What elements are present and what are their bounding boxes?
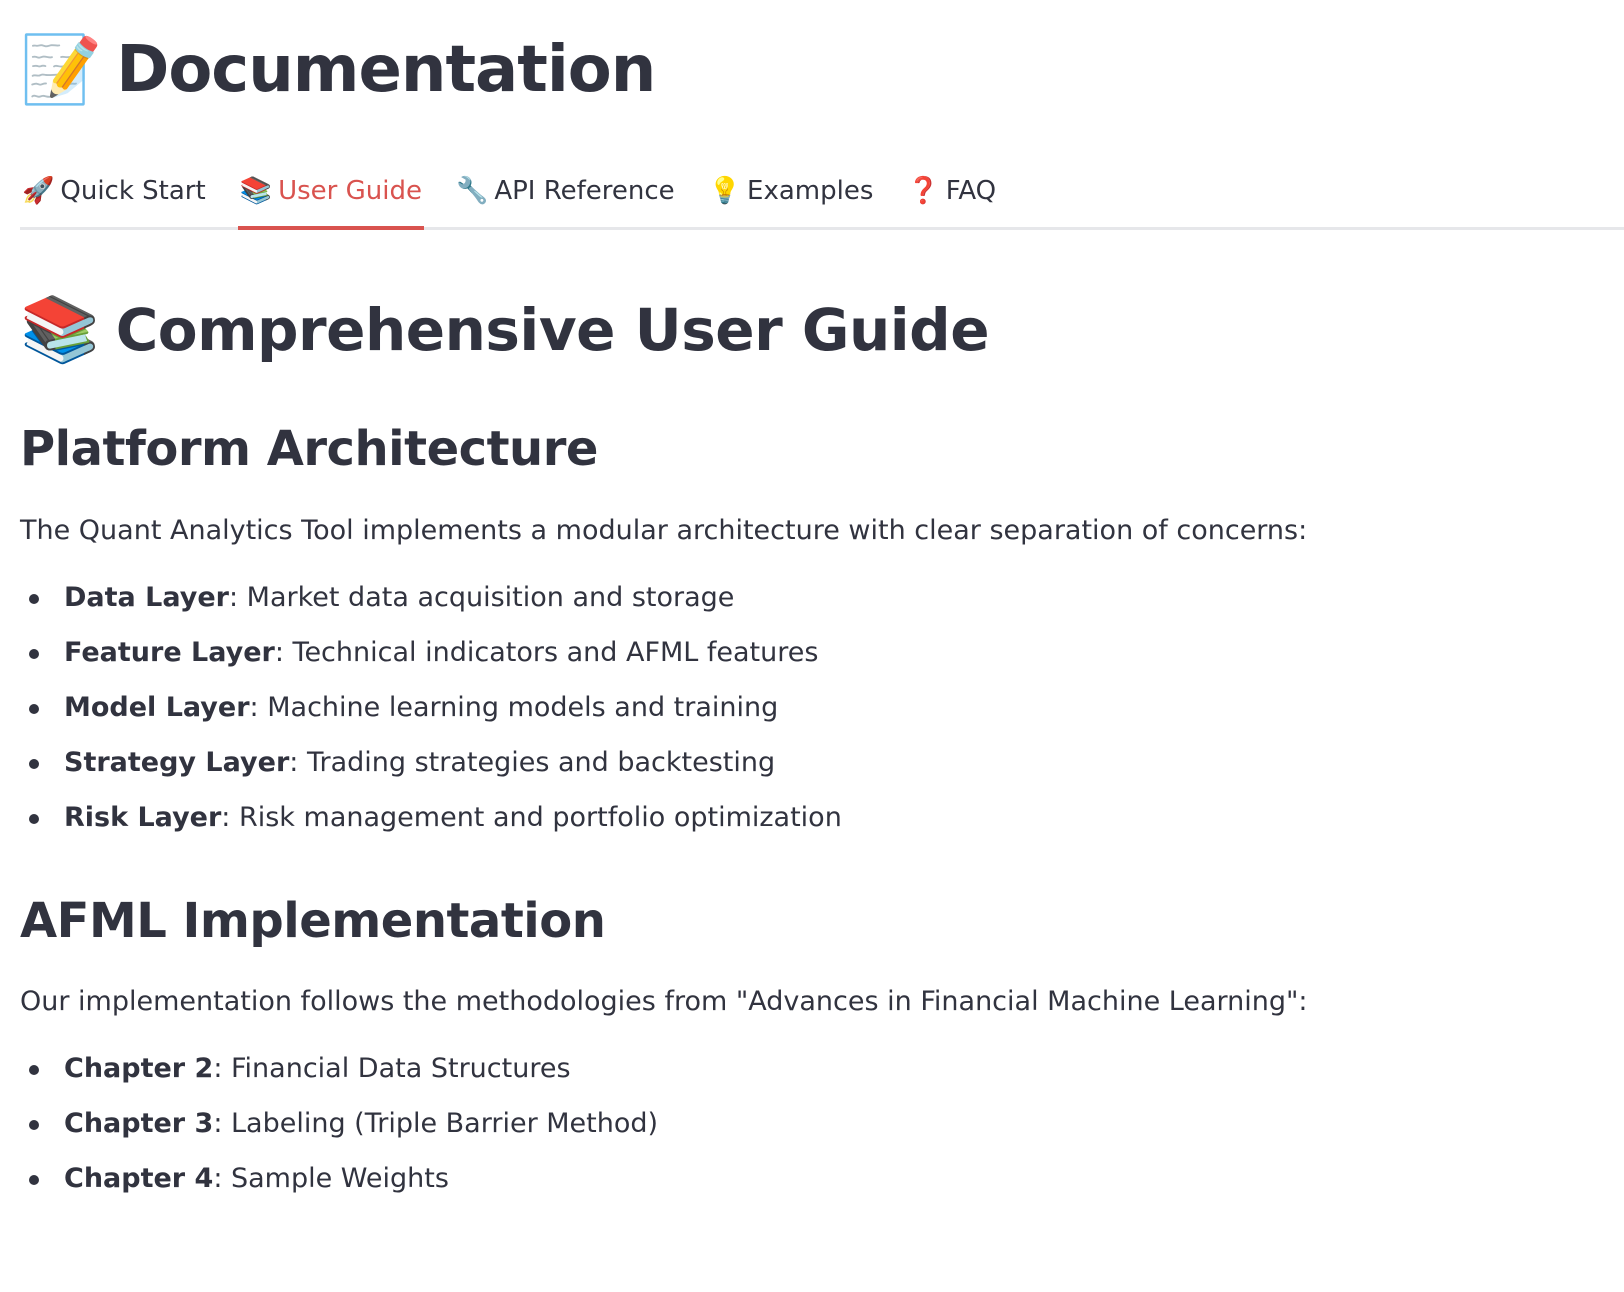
- list-item-term: Feature Layer: [64, 636, 275, 668]
- tab-faq[interactable]: [905, 155, 998, 227]
- list-item: [64, 1096, 1600, 1151]
- list-item: [64, 625, 1600, 680]
- memo-icon: 📝: [20, 31, 103, 108]
- list-item: [64, 790, 1600, 845]
- section-intro: Our implementation follows the methodologies from "Advances in Financial Machine Learning":: [20, 986, 1308, 1018]
- tab-label: Quick Start: [60, 176, 206, 206]
- page-title-row: [20, 20, 655, 120]
- list-item-desc: : Machine learning models and training: [249, 691, 779, 723]
- list-item: [64, 735, 1600, 790]
- list-item: [64, 1041, 1600, 1096]
- list-item-term: Strategy Layer: [64, 746, 290, 778]
- list-item-term: Chapter 3: [64, 1108, 214, 1140]
- list-item: [64, 680, 1600, 735]
- list-item-term: Risk Layer: [64, 801, 222, 833]
- tab-panel-user-guide: [20, 275, 1600, 1206]
- guide-heading-row: [20, 275, 1600, 385]
- tab-label: FAQ: [945, 176, 997, 206]
- tab-bar: [20, 155, 1624, 230]
- tab-quick-start[interactable]: [20, 155, 208, 227]
- list-item-desc: : Market data acquisition and storage: [228, 581, 735, 613]
- list-item: [64, 570, 1600, 625]
- books-icon: 📚: [239, 176, 273, 206]
- list-item-desc: : Technical indicators and AFML features: [274, 636, 819, 668]
- list-item: [64, 1151, 1600, 1206]
- guide-heading: Comprehensive User Guide: [115, 296, 990, 364]
- tab-label: Examples: [747, 176, 874, 206]
- section-intro: The Quant Analytics Tool implements a modular architecture with clear separation of concerns:: [20, 514, 1308, 546]
- tab-examples[interactable]: [707, 155, 876, 227]
- section-title-platform-architecture: Platform Architecture: [20, 421, 598, 477]
- question-icon: ❓: [907, 176, 940, 206]
- list-item-desc: : Sample Weights: [213, 1163, 449, 1195]
- list-item-term: Data Layer: [64, 581, 229, 613]
- list-item-term: Chapter 2: [64, 1053, 214, 1085]
- wrench-icon: 🔧: [455, 176, 489, 206]
- books-icon: 📚: [20, 293, 100, 367]
- section-title-afml-implementation: AFML Implementation: [20, 892, 606, 949]
- tab-label: API Reference: [494, 176, 675, 206]
- tab-label: User Guide: [278, 176, 422, 206]
- list-item-desc: : Risk management and portfolio optimization: [221, 801, 842, 833]
- rocket-icon: 🚀: [22, 176, 55, 206]
- tab-api-reference[interactable]: [454, 155, 677, 227]
- list-item-term: Chapter 4: [64, 1163, 214, 1195]
- lightbulb-icon: 💡: [708, 176, 742, 206]
- list-item-term: Model Layer: [64, 691, 250, 723]
- tab-user-guide[interactable]: [238, 155, 424, 227]
- list-item-desc: : Labeling (Triple Barrier Method): [213, 1108, 659, 1140]
- afml-chapter-list: [20, 1041, 1600, 1206]
- page-title: Documentation: [116, 33, 656, 107]
- list-item-desc: : Financial Data Structures: [213, 1053, 571, 1085]
- architecture-list: [20, 570, 1600, 845]
- list-item-desc: : Trading strategies and backtesting: [289, 746, 776, 778]
